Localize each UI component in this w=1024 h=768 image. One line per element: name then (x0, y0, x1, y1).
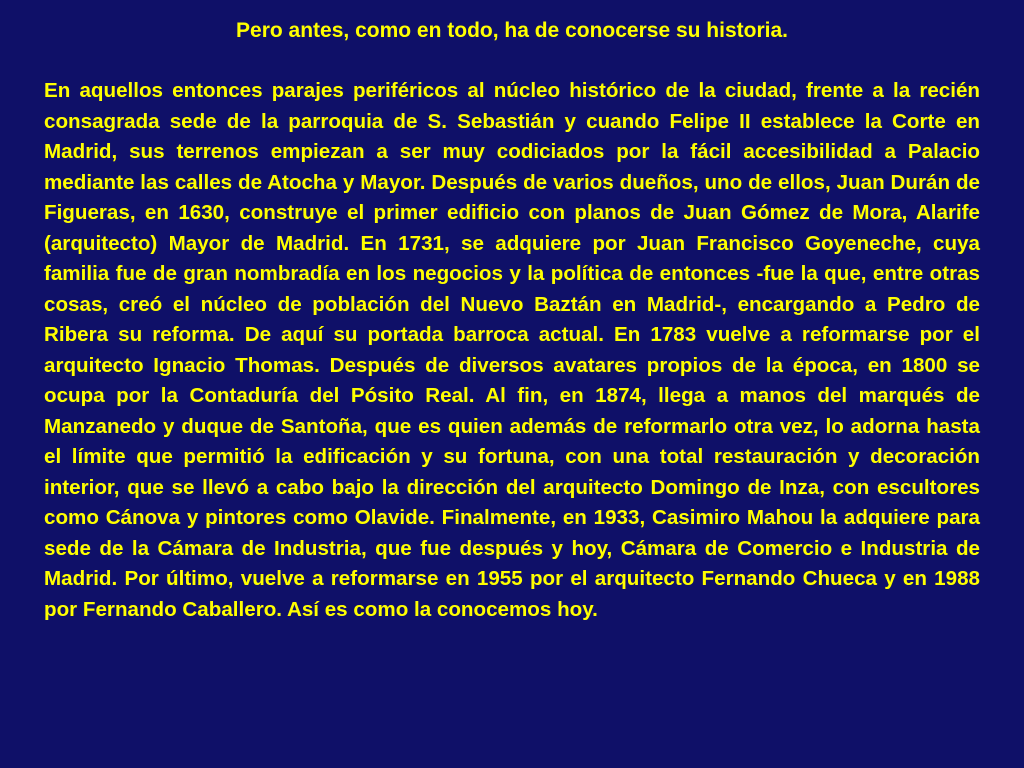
slide-body-text: En aquellos entonces parajes periféricos al núcleo histórico de la ciudad, frente a la recién consagrada sede de la parroquia de S. Sebastián y cuando Felipe II establece la Corte en Madrid, sus terrenos empiezan a ser muy codiciados por la fácil accesibilidad a Palacio mediante las calles de Atocha y Mayor. Después de varios dueños, uno de ellos, Juan Durán de Figueras, en 1630, construye el primer edificio con planos de Juan Gómez de Mora, Alarife (arquitecto) Mayor de Madrid. En 1731, se adquiere por Juan Francisco Goyeneche, cuya familia fue de gran nombradía en los negocios y la política de entonces -fue la que, entre otras cosas, creó el núcleo de población del Nuevo Baztán en Madrid-, encargando a Pedro de Ribera su reforma. De aquí su portada barroca actual. En 1783 vuelve a reformarse por el arquitecto Ignacio Thomas. Después de diversos avatares propios de la época, en 1800 se ocupa por la Contaduría del Pósito Real. Al fin, en 1874, llega a manos del marqués de Manzanedo y duque de Santoña, que es quien además de reformarlo otra vez, lo adorna hasta el límite que permitió la edificación y su fortuna, con una total restauración y decoración interior, que se llevó a cabo bajo la dirección del arquitecto Domingo de Inza, con escultores como Cánova y pintores como Olavide. Finalmente, en 1933, Casimiro Mahou la adquiere para sede de la Cámara de Industria, que fue después y hoy, Cámara de Comercio e Industria de Madrid. Por último, vuelve a reformarse en 1955 por el arquitecto Fernando Chueca y en 1988 por Fernando Caballero. Así es como la conocemos hoy. (44, 79, 980, 621)
slide-title: Pero antes, como en todo, ha de conocerse su historia. (236, 19, 788, 42)
